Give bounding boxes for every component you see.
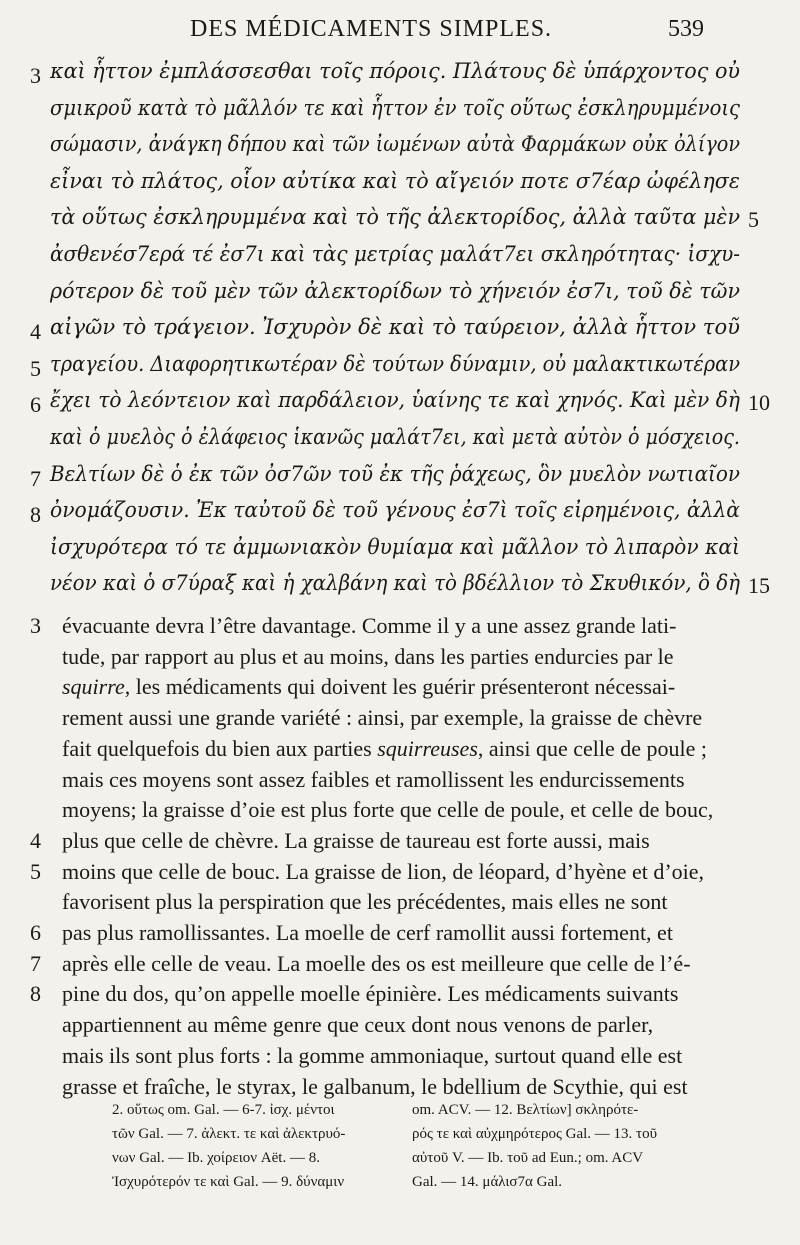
greek-line-text: καὶ ἧττον ἐμπλάσσεσθαι τοῖς πόροις. Πλάτους δὲ ὑπάρχοντος οὐ xyxy=(50,59,740,84)
left-margin-number: 8 xyxy=(30,981,41,1007)
french-line xyxy=(0,610,800,640)
greek-line-text: σώμασιν, ἀνάγκη δήπου καὶ τῶν ἰωμένων αὐτὰ Φαρμάκων οὐκ ὀλίγον xyxy=(50,132,740,158)
left-margin-number: 4 xyxy=(30,319,41,345)
right-margin-line-number: 10 xyxy=(748,390,770,416)
french-line xyxy=(0,948,800,978)
footnote-line: τῶν Gal. — 7. ἀλεκτ. τε καὶ ἀλεκτρυό- xyxy=(112,1126,346,1142)
greek-line-text: καὶ ὁ μυελὸς ὁ ἐλάφειος ἱκανῶς μαλάτ7ει, καὶ μετὰ αὐτὸν ὁ μόσχειος. xyxy=(50,425,740,450)
french-line-text: plus que celle de chèvre. La graisse de taureau est forte aussi, mais xyxy=(62,827,650,853)
footnote-line: νων Gal. — Ib. χοίρειον Aët. — 8. xyxy=(112,1150,320,1166)
french-line-text: squirre, les médicaments qui doivent les guérir présenteront nécessai- xyxy=(62,674,676,700)
greek-line-text: σμικροῦ κατὰ τὸ μᾶλλόν τε καὶ ἧττον ἐν τοῖς οὕτως ἐσκληρυμμένοις xyxy=(50,95,740,121)
left-margin-number: 3 xyxy=(30,63,41,88)
left-margin-number: 4 xyxy=(30,827,41,853)
footnote-line: ρός τε καὶ αὐχμηρότερος Gal. — 13. τοῦ xyxy=(412,1126,658,1142)
french-line-text: pas plus ramollissantes. La moelle de cerf ramollit aussi fortement, et xyxy=(62,920,673,945)
right-margin-line-number: 15 xyxy=(748,573,770,599)
french-line xyxy=(0,794,800,824)
left-margin-number: 5 xyxy=(30,355,41,381)
french-line-text: rement aussi une grande variété : ainsi, par exemple, la graisse de chèvre xyxy=(62,705,703,731)
french-line xyxy=(0,764,800,794)
footnotes-right-column xyxy=(412,1102,657,1198)
french-line xyxy=(0,1040,800,1070)
greek-line xyxy=(0,128,800,168)
french-line xyxy=(0,825,800,855)
left-margin-number: 6 xyxy=(30,392,41,418)
right-margin-line-number: 5 xyxy=(748,207,759,233)
greek-line xyxy=(0,384,800,424)
french-line-text: grasse et fraîche, le styrax, le galbanum, le bdellium de Scythie, qui est xyxy=(62,1073,688,1099)
french-line-text: moyens; la graisse d’oie est plus forte que celle de poule, et celle de bouc, xyxy=(62,797,714,823)
left-margin-number: 5 xyxy=(30,858,41,884)
left-margin-number: 6 xyxy=(30,920,41,945)
footnotes-left-column xyxy=(112,1102,345,1198)
left-margin-number: 7 xyxy=(30,465,41,491)
footnote-line: om. ACV. — 12. Βελτίων] σκληρότε- xyxy=(412,1102,639,1118)
greek-line-text: ρότερον δὲ τοῦ μὲν τῶν ἀλεκτορίδων τὸ χήνειόν ἐσ7ι, τοῦ δὲ τῶν xyxy=(50,278,740,304)
french-line-text: après elle celle de veau. La moelle des os est meilleure que celle de l’é- xyxy=(62,950,691,976)
greek-line xyxy=(0,567,800,607)
french-line xyxy=(0,641,800,671)
greek-line-text: νέον καὶ ὁ σ7ύραξ καὶ ἡ χαλβάνη καὶ τὸ βδέλλιον τὸ Σκυθικόν, ὃ δὴ xyxy=(50,571,740,597)
greek-line-text: ἰσχυρότερα τό τε ἀμμωνιακὸν θυμίαμα καὶ μᾶλλον τὸ λιπαρὸν καὶ xyxy=(50,534,740,560)
greek-line xyxy=(0,275,800,315)
french-line-text: appartiennent au même genre que ceux dont nous venons de parler, xyxy=(62,1012,654,1038)
french-line xyxy=(0,917,800,947)
footnote-line: 2. οὕτως om. Gal. — 6-7. ἰσχ. μέντοι xyxy=(112,1102,335,1118)
french-line-text: pine du dos, qu’on appelle moelle épinière. Les médicaments suivants xyxy=(62,981,679,1007)
footnote-line: Ἰσχυρότερόν τε καὶ Gal. — 9. δύναμιν xyxy=(112,1174,345,1190)
greek-line-text: ἔχει τὸ λεόντειον καὶ παρδάλειον, ὑαίνης τε καὶ χηνός. Καὶ μὲν δὴ xyxy=(50,388,740,414)
greek-line-text: ἀσθενέσ7ερά τέ ἐσ7ι καὶ τὰς μετρίας μαλάτ7ει σκληρότητας· ἰσχυ- xyxy=(50,242,740,267)
greek-line-text: εἶναι τὸ πλάτος, οἷον αὐτίκα καὶ τὸ αἴγειόν ποτε σ7έαρ ὠφέλησε xyxy=(50,168,740,194)
greek-line xyxy=(0,348,800,388)
page-header xyxy=(0,14,800,46)
french-line xyxy=(0,856,800,886)
french-line xyxy=(0,671,800,701)
french-line-text: moins que celle de bouc. La graisse de lion, de léopard, d’hyène et d’oie, xyxy=(62,858,705,884)
greek-line xyxy=(0,494,800,534)
greek-line-text: ὀνομάζουσιν. Ἐκ ταὐτοῦ δὲ τοῦ γένους ἐσ7ὶ τοῖς εἰρημένοις, ἀλλὰ xyxy=(50,498,740,524)
greek-line xyxy=(0,238,800,278)
french-line xyxy=(0,978,800,1008)
footnote-line: αὐτοῦ V. — Ib. τοῦ ad Eun.; om. ACV xyxy=(412,1150,644,1166)
greek-line-text: τὰ οὕτως ἐσκληρυμμένα καὶ τὸ τῆς ἀλεκτορίδος, ἀλλὰ ταῦτα μὲν xyxy=(50,205,740,231)
greek-line xyxy=(0,458,800,498)
greek-line xyxy=(0,55,800,95)
french-line-text: évacuante devra l’être davantage. Comme il y a une assez grande lati- xyxy=(62,613,677,638)
greek-line-text: Βελτίων δὲ ὁ ἐκ τῶν ὀσ7ῶν τοῦ ἐκ τῆς ῥάχεως, ὃν μυελὸν νωτιαῖον xyxy=(50,461,740,487)
french-line-text: mais ils sont plus forts : la gomme ammoniaque, surtout quand elle est xyxy=(62,1042,683,1068)
greek-line xyxy=(0,421,800,461)
left-margin-number: 7 xyxy=(30,950,41,976)
french-line xyxy=(0,1071,800,1101)
greek-line-text: αἰγῶν τὸ τράγειον. Ἰσχυρὸν δὲ καὶ τὸ ταύρειον, ἀλλὰ ἧττον τοῦ xyxy=(50,315,740,341)
greek-line xyxy=(0,165,800,205)
left-margin-number: 8 xyxy=(30,502,41,528)
greek-line-text: τραγείου. Διαφορητικωτέραν δὲ τούτων δύναμιν, οὐ μαλακτικωτέραν xyxy=(50,351,740,377)
greek-line xyxy=(0,531,800,571)
greek-line xyxy=(0,311,800,351)
page-number: 539 xyxy=(668,16,704,42)
french-line xyxy=(0,886,800,916)
running-head: DES MÉDICAMENTS SIMPLES. xyxy=(190,16,553,42)
greek-line xyxy=(0,92,800,132)
footnote-line: Gal. — 14. μάλισ7α Gal. xyxy=(412,1174,563,1190)
french-line-text: tude, par rapport au plus et au moins, dans les parties endurcies par le xyxy=(62,643,674,669)
french-line xyxy=(0,1009,800,1039)
left-margin-number: 3 xyxy=(30,613,41,638)
french-line xyxy=(0,702,800,732)
french-line-text: favorisent plus la perspiration que les précédentes, mais elles ne sont xyxy=(62,889,668,915)
french-line-text: fait quelquefois du bien aux parties squirreuses, ainsi que celle de poule ; xyxy=(62,735,707,761)
greek-line xyxy=(0,201,800,241)
french-line xyxy=(0,733,800,763)
french-line-text: mais ces moyens sont assez faibles et ramollissent les endurcissements xyxy=(62,766,685,792)
